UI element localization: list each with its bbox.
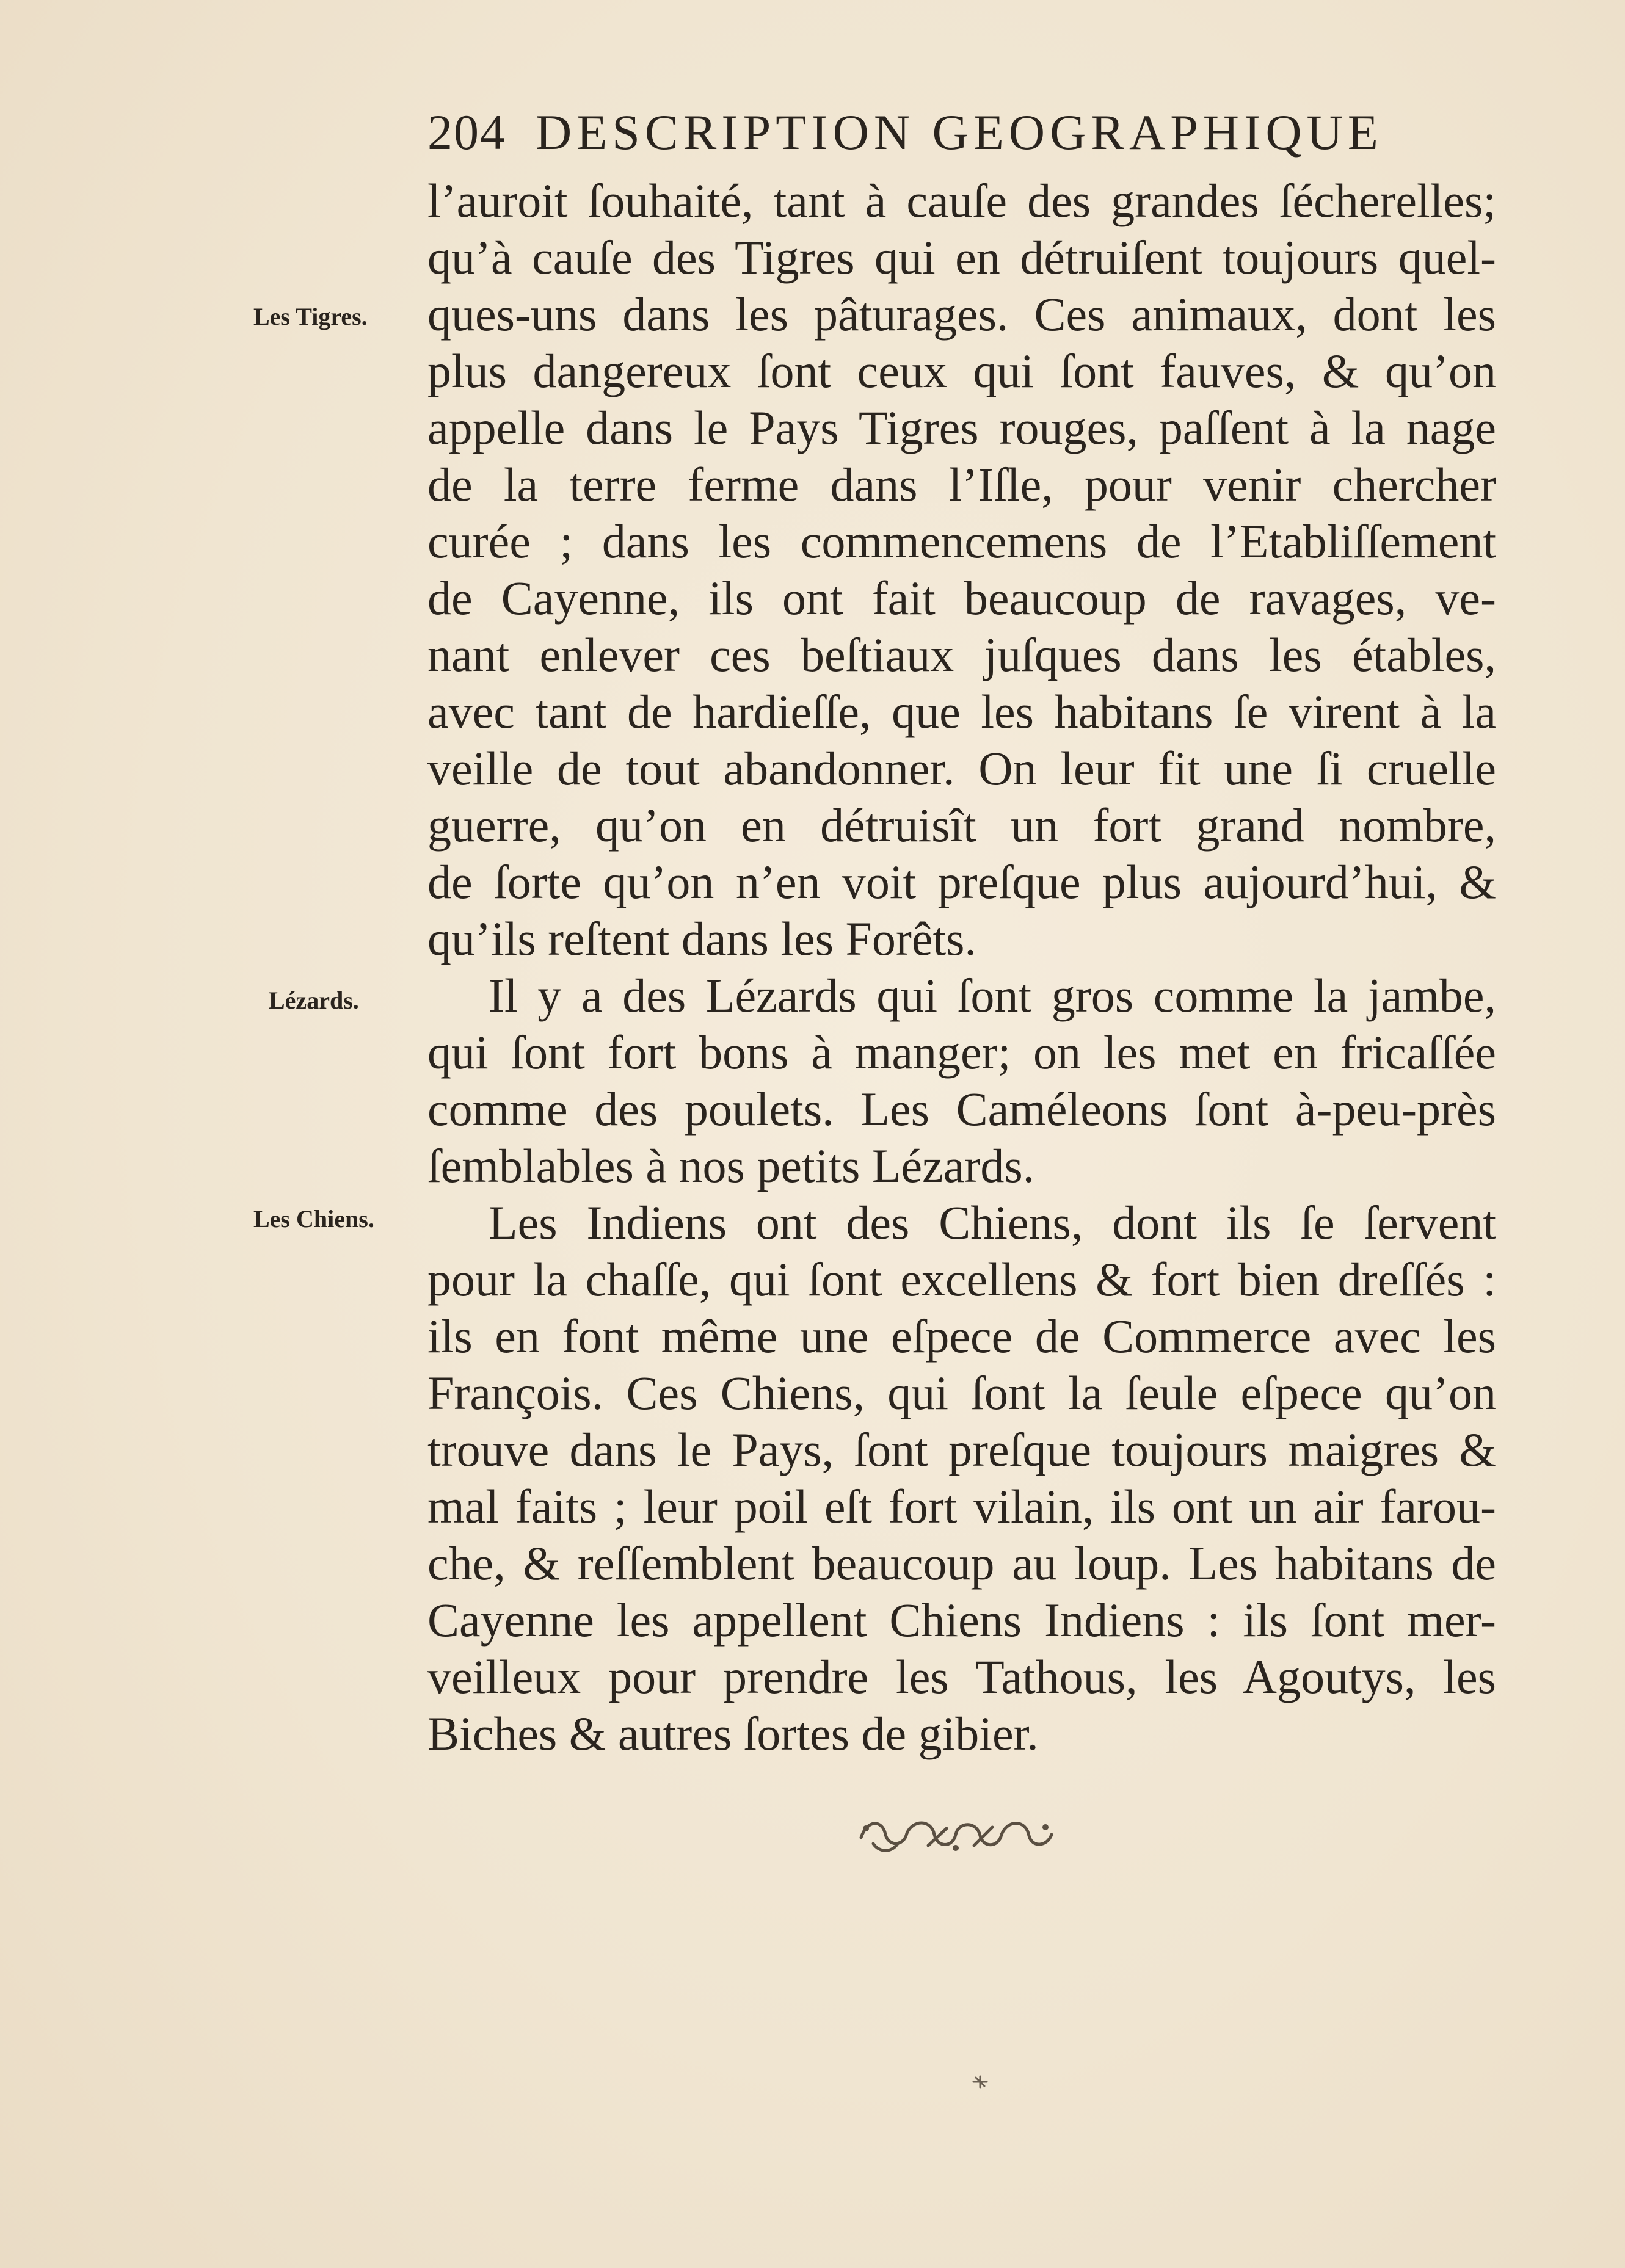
text-line: l’auroit ſouhaité, tant à cauſe des grandes ſécherelles; bbox=[427, 174, 1496, 227]
text-line: qui ſont fort bons à manger; on les met en fricaſſée bbox=[427, 1026, 1496, 1079]
text-line: veille de tout abandonner. On leur fit une ſi cruelle bbox=[427, 742, 1496, 795]
text-line: qu’à cauſe des Tigres qui en détruiſent toujours quel- bbox=[427, 231, 1496, 284]
page-title: DESCRIPTION GEOGRAPHIQUE bbox=[536, 104, 1383, 160]
text-line: veilleux pour prendre les Tathous, les Agoutys, les bbox=[427, 1650, 1496, 1703]
text-line: appelle dans le Pays Tigres rouges, paſſent à la nage bbox=[427, 401, 1496, 454]
running-header bbox=[427, 104, 1383, 161]
text-line: Biches & autres ſortes de gibier. bbox=[427, 1707, 1039, 1760]
text-line: pour la chaſſe, qui ſont excellens & fort bien dreſſés : bbox=[427, 1253, 1496, 1306]
margin-note-chiens: Les Chiens. bbox=[253, 1205, 374, 1233]
text-line: plus dangereux ſont ceux qui ſont fauves, & qu’on bbox=[427, 344, 1496, 397]
text-line: de ſorte qu’on n’en voit preſque plus aujourd’hui, & bbox=[427, 855, 1496, 908]
text-line: François. Ces Chiens, qui ſont la ſeule eſpece qu’on bbox=[427, 1366, 1496, 1419]
text-line: nant enlever ces beſtiaux juſques dans les étables, bbox=[427, 628, 1496, 681]
text-line: Les Indiens ont des Chiens, dont ils ſe ſervent bbox=[489, 1196, 1496, 1249]
text-line: curée ; dans les commencemens de l’Etabliſſement bbox=[427, 515, 1496, 568]
margin-note-tigres: Les Tigres. bbox=[253, 303, 368, 330]
page-number: 204 bbox=[427, 104, 506, 160]
margin-note-lezards: Lézards. bbox=[269, 987, 359, 1014]
text-line: de la terre ferme dans l’Iſle, pour venir chercher bbox=[427, 458, 1496, 511]
text-line: comme des poulets. Les Caméleons ſont à-peu-près bbox=[427, 1082, 1496, 1136]
text-line: ils en font même une eſpece de Commerce avec les bbox=[427, 1310, 1496, 1363]
text-line: ques-uns dans les pâturages. Ces animaux, dont les bbox=[427, 288, 1496, 341]
fleuron-ornament-icon bbox=[855, 1810, 1056, 1859]
text-line: ſemblables à nos petits Lézards. bbox=[427, 1139, 1035, 1192]
text-line: Cayenne les appellent Chiens Indiens : ils ſont mer- bbox=[427, 1593, 1496, 1647]
text-line: che, & reſſemblent beaucoup au loup. Les habitans de bbox=[427, 1537, 1496, 1590]
text-line: de Cayenne, ils ont fait beaucoup de ravages, ve- bbox=[427, 571, 1496, 625]
text-line: avec tant de hardieſſe, que les habitans ſe virent à la bbox=[427, 685, 1496, 738]
text-line: mal faits ; leur poil eſt fort vilain, ils ont un air farou- bbox=[427, 1480, 1496, 1533]
text-line: guerre, qu’on en détruisît un fort grand nombre, bbox=[427, 799, 1496, 852]
text-line: qu’ils reſtent dans les Forêts. bbox=[427, 912, 977, 965]
text-line: trouve dans le Pays, ſont preſque toujours maigres & bbox=[427, 1423, 1496, 1476]
text-line: Il y a des Lézards qui ſont gros comme la jambe, bbox=[489, 969, 1496, 1022]
ink-speck-icon bbox=[971, 2073, 989, 2091]
